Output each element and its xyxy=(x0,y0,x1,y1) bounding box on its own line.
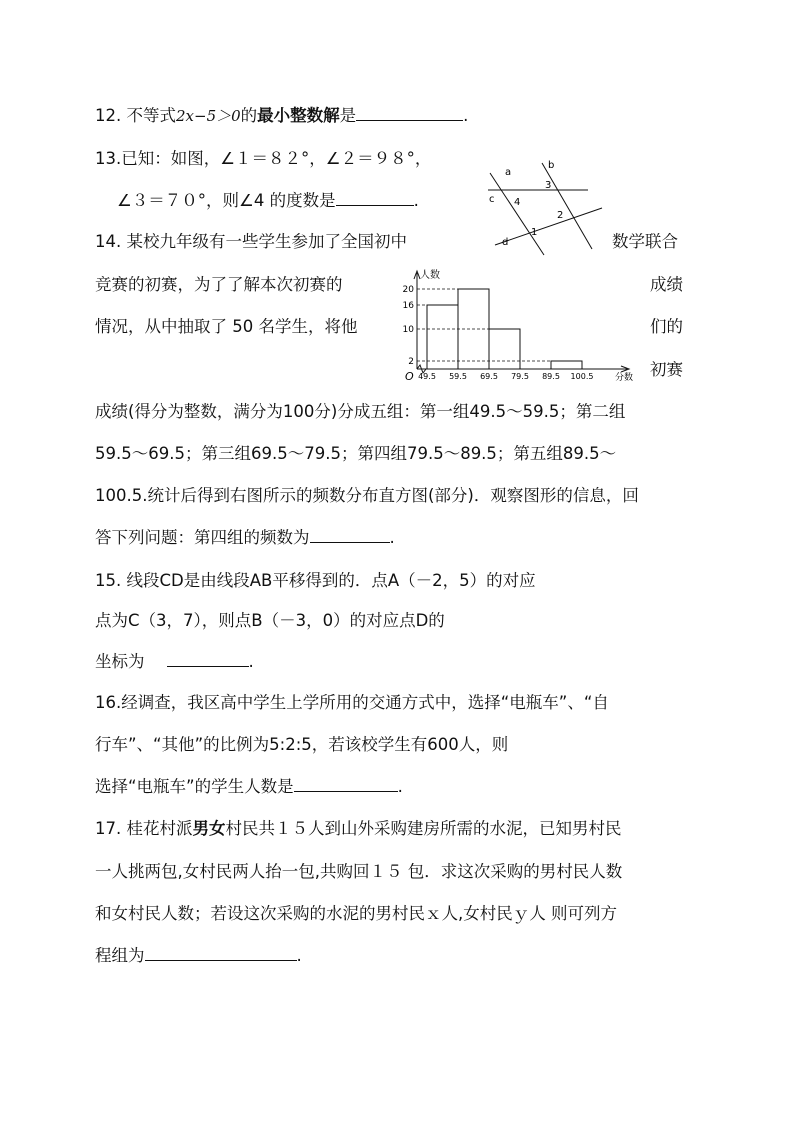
origin-label: O xyxy=(405,370,414,383)
problem-12-inequality: 2x−5＞0 xyxy=(176,107,241,125)
problem-14-line-1a: 14. 某校九年级有一些学生参加了全国初中 xyxy=(95,232,407,251)
problem-12-mid: 的 xyxy=(240,106,258,125)
bar-0 xyxy=(427,305,458,369)
problem-12-number: 12. xyxy=(95,106,122,125)
y-tick-label-2: 16 xyxy=(402,301,414,311)
angle-label-4: 4 xyxy=(514,197,521,208)
problem-13-end: . xyxy=(413,191,419,210)
bar-4 xyxy=(551,361,582,369)
problem-14-answer-blank[interactable] xyxy=(310,526,390,543)
problem-16-line-3 xyxy=(95,775,403,799)
problem-15-line-2: 点为C（3，7），则点B（－3，0）的对应点D的 xyxy=(95,611,445,630)
problem-16-answer-blank[interactable] xyxy=(294,775,398,792)
y-tick-label-1: 10 xyxy=(402,325,414,335)
problem-17-line-1 xyxy=(95,817,622,841)
problem-14-line-7: 100.5.统计后得到右图所示的频数分布直方图(部分)．观察图形的信息，回 xyxy=(95,486,639,505)
x-axis-label: 分数 xyxy=(615,373,634,383)
problem-15-answer-blank[interactable] xyxy=(167,650,249,667)
problem-17-question: 程组为 xyxy=(95,946,145,965)
problem-12-bold-term: 最小整数解 xyxy=(257,106,340,125)
angle-label-3: 3 xyxy=(545,180,552,191)
problem-15-line-3 xyxy=(95,650,254,674)
problem-12 xyxy=(95,104,468,128)
problem-15-question: 坐标为 xyxy=(95,652,145,671)
problem-14-line-8 xyxy=(95,526,395,550)
problem-16-end: . xyxy=(397,777,403,796)
problem-14-line-5: 成绩(得分为整数，满分为100分)分成五组：第一组49.5～59.5；第二组 xyxy=(95,402,626,421)
problem-12-end: . xyxy=(463,106,469,125)
problem-17-line-3: 和女村民人数；若设这次采购的水泥的男村民ｘ人,女村民ｙ人 则可列方 xyxy=(95,904,617,923)
problem-17-line-2: 一人挑两包,女村民两人抬一包,共购回１５ 包．求这次采购的男村民人数 xyxy=(95,862,623,881)
problem-14-line-3a: 情况，从中抽取了 50 名学生，将他 xyxy=(95,317,358,336)
problem-17-line-1-rest: 村民共１５人到山外采购建房所需的水泥，已知男村民 xyxy=(225,819,622,838)
problem-12-post: 是 xyxy=(339,106,357,125)
problem-13-answer-blank[interactable] xyxy=(336,189,414,206)
problem-14-line-6: 59.5～69.5；第三组69.5～79.5；第四组79.5～89.5；第五组89.5～ xyxy=(95,444,617,463)
label-b: b xyxy=(548,160,555,171)
angle-label-1: 1 xyxy=(531,227,538,238)
parallel-lines-figure xyxy=(480,155,615,260)
problem-14-line-3b: 们的 xyxy=(650,317,683,336)
problem-17-end: . xyxy=(296,946,302,965)
x-tick-label-5: 100.5 xyxy=(570,372,594,381)
problem-17-bold-term: 男女 xyxy=(192,819,226,838)
problem-13-question: ∠３＝７０°，则∠4 的度数是 xyxy=(117,191,336,210)
x-tick-label-4: 89.5 xyxy=(542,372,560,381)
problem-15-line-1: 15. 线段CD是由线段AB平移得到的．点A（－2，5）的对应 xyxy=(95,571,536,590)
problem-14-line-2a: 竞赛的初赛，为了了解本次初赛的 xyxy=(95,275,343,294)
y-axis-label: 人数 xyxy=(420,270,440,281)
problem-16-line-1: 16.经调查，我区高中学生上学所用的交通方式中，选择“电瓶车”、“自 xyxy=(95,693,609,712)
x-tick-label-2: 69.5 xyxy=(480,372,498,381)
line-b xyxy=(542,163,592,249)
bar-2 xyxy=(489,329,520,369)
problem-17-line-1-start: 17. 桂花村派 xyxy=(95,819,193,838)
y-tick-label-3: 20 xyxy=(402,285,414,295)
x-tick-label-3: 79.5 xyxy=(511,372,529,381)
problem-15-end: . xyxy=(248,652,254,671)
problem-12-prefix: 不等式 xyxy=(126,106,176,125)
angle-label-2: 2 xyxy=(557,210,564,221)
frequency-histogram xyxy=(395,267,645,385)
problem-16-question: 选择“电瓶车”的学生人数是 xyxy=(95,777,294,796)
problem-13-line-1: 13.已知：如图，∠１＝８２°，∠２＝９８°， xyxy=(95,149,432,168)
problem-12-answer-blank[interactable] xyxy=(356,104,463,121)
line-a xyxy=(490,173,544,255)
problem-13-line-2 xyxy=(117,189,419,213)
problem-17-line-4 xyxy=(95,944,302,968)
x-tick-label-0: 49.5 xyxy=(418,372,436,381)
problem-14-line-4b: 初赛 xyxy=(650,360,683,379)
label-c: c xyxy=(489,194,495,205)
problem-14-line-1b: 数学联合 xyxy=(612,232,678,251)
label-d: d xyxy=(502,237,509,248)
problem-17-answer-blank[interactable] xyxy=(145,944,297,961)
problem-16-line-2: 行车”、“其他”的比例为5:2:5，若该校学生有600人，则 xyxy=(95,735,509,754)
problem-14-end: . xyxy=(389,528,395,547)
x-tick-label-1: 59.5 xyxy=(449,372,467,381)
problem-14-line-2b: 成绩 xyxy=(650,275,683,294)
y-tick-label-0: 2 xyxy=(408,357,414,367)
problem-14-question: 答下列问题：第四组的频数为 xyxy=(95,528,310,547)
label-a: a xyxy=(505,167,512,178)
